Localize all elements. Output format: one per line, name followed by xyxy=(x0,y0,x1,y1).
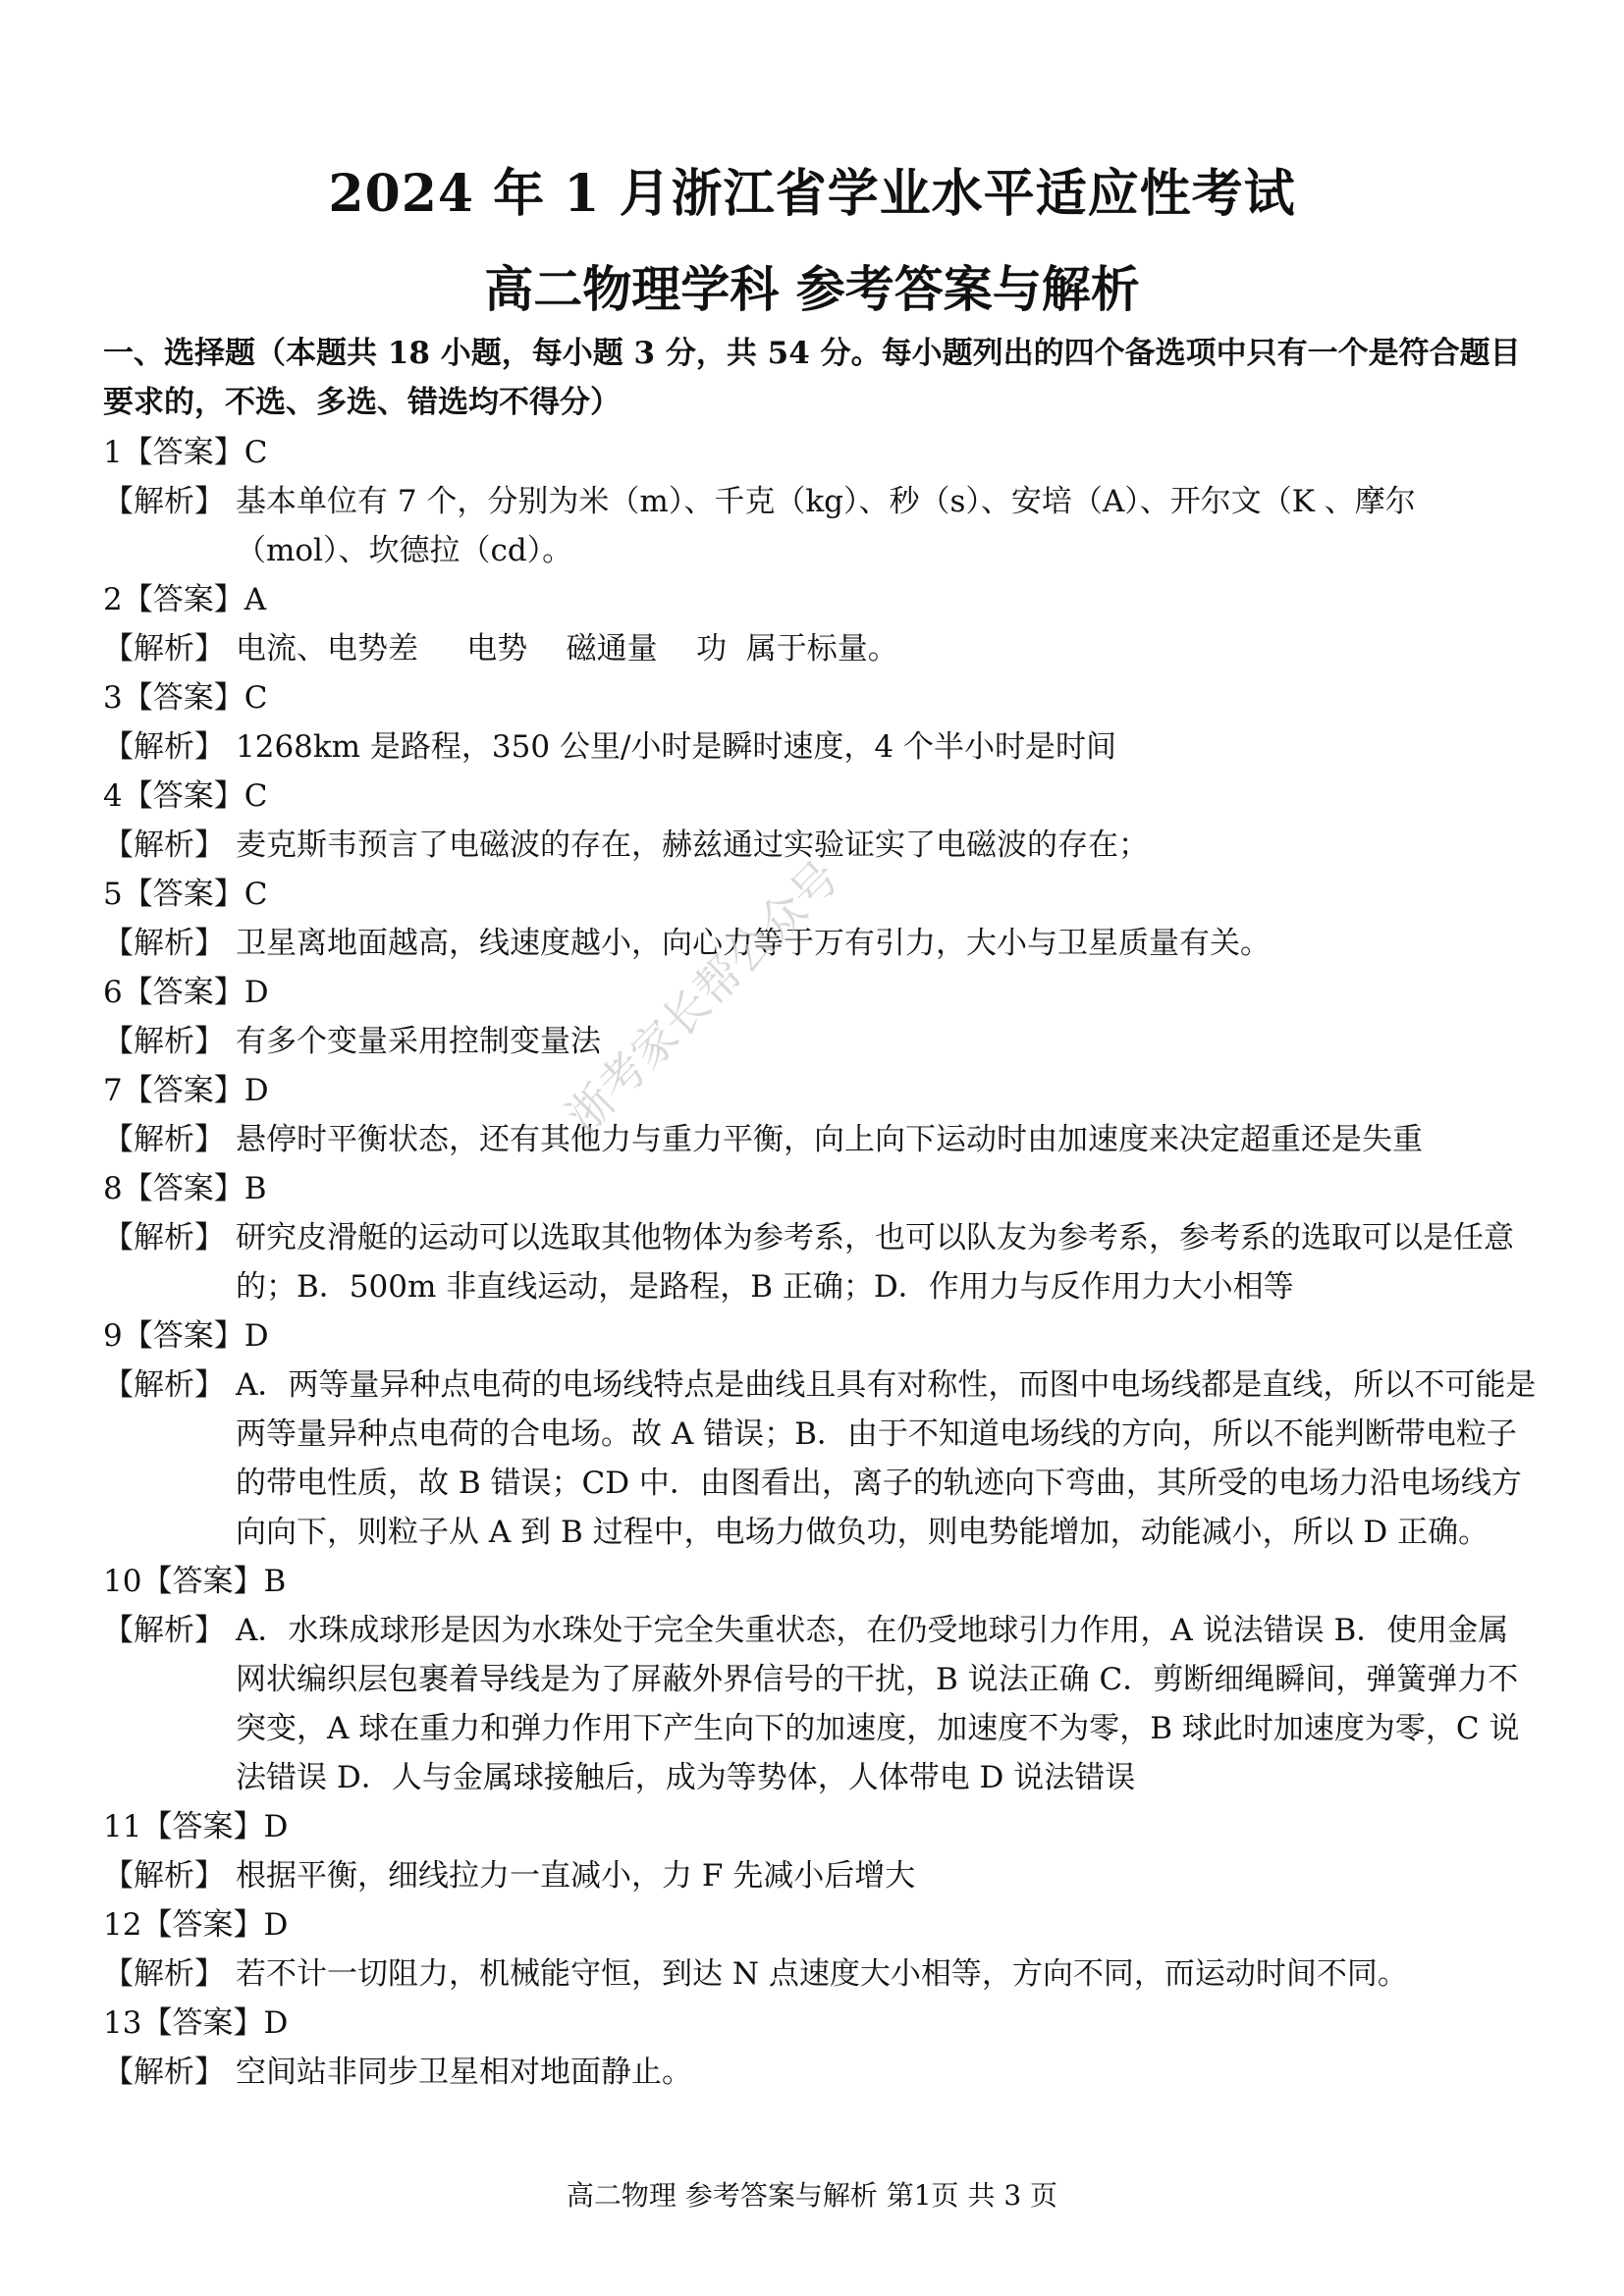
answer-row xyxy=(103,772,1537,821)
answer-row xyxy=(103,1802,1537,1851)
answer-row xyxy=(103,1900,1537,1949)
explanation-label: 【解析】 xyxy=(103,729,225,765)
explanation-row xyxy=(103,1361,1537,1557)
explanation-text: 空间站非同步卫星相对地面静止。 xyxy=(236,2055,692,2090)
answer-label: 【答案】 xyxy=(122,1073,244,1108)
answer-label: 【答案】 xyxy=(122,1171,244,1206)
question-number: 13 xyxy=(103,2005,142,2041)
explanation-row xyxy=(103,1115,1537,1164)
explanation-label: 【解析】 xyxy=(103,926,225,961)
explanation-text: 若不计一切阻力，机械能守恒，到达 N 点速度大小相等，方向不同，而运动时间不同。 xyxy=(236,1956,1408,1992)
explanation-row xyxy=(103,624,1537,673)
answer-value: D xyxy=(263,2005,289,2041)
answer-value: A xyxy=(244,582,267,617)
question-number: 9 xyxy=(103,1318,123,1354)
explanation-label: 【解析】 xyxy=(103,2055,225,2090)
question-number: 1 xyxy=(103,435,123,470)
page-footer: 高二物理 参考答案与解析 第1页 共 3 页 xyxy=(566,2179,1058,2212)
answer-row xyxy=(103,1164,1537,1213)
explanation-text: 麦克斯韦预言了电磁波的存在，赫兹通过实验证实了电磁波的存在； xyxy=(236,828,1149,863)
answer-label: 【答案】 xyxy=(122,582,244,617)
question-number: 5 xyxy=(103,877,123,912)
answer-value: B xyxy=(244,1171,267,1206)
answer-label: 【答案】 xyxy=(122,877,244,912)
explanation-row xyxy=(103,1606,1537,1802)
explanation-row xyxy=(103,1949,1537,1999)
answer-label: 【答案】 xyxy=(122,778,244,814)
answer-value: D xyxy=(244,975,269,1010)
answer-value: C xyxy=(244,680,268,716)
answer-row xyxy=(103,968,1537,1017)
explanation-row xyxy=(103,477,1537,575)
explanation-label: 【解析】 xyxy=(103,1367,225,1403)
page-subtitle: 高二物理学科 参考答案与解析 xyxy=(484,261,1140,318)
answer-row xyxy=(103,575,1537,624)
explanation-text: A．两等量异种点电荷的电场线特点是曲线且具有对称性，而图中电场线都是直线，所以不可能是两等量异种点电荷的合电场。故 A 错误；B．由于不知道电场线的方向，所以不能判断带电粒子的带电性质，故 B 错误；CD 中．由图看出，离子的轨迹向下弯曲，其所受的电场力沿电场线方向向下，则粒子从 A 到 B 过程中，电场力做负功，则电势能增加，动能减小，所以 D 正确。 xyxy=(236,1367,1537,1550)
explanation-label: 【解析】 xyxy=(103,1220,225,1255)
explanation-label: 【解析】 xyxy=(103,1956,225,1992)
answer-label: 【答案】 xyxy=(141,1564,264,1599)
question-number: 4 xyxy=(103,778,123,814)
explanation-label: 【解析】 xyxy=(103,484,225,519)
explanation-label: 【解析】 xyxy=(103,1024,225,1059)
explanation-label: 【解析】 xyxy=(103,631,225,667)
explanation-text: 悬停时平衡状态，还有其他力与重力平衡，向上向下运动时由加速度来决定超重还是失重 xyxy=(236,1122,1423,1157)
answer-value: C xyxy=(244,877,268,912)
explanation-label: 【解析】 xyxy=(103,828,225,863)
explanation-row xyxy=(103,1851,1537,1900)
answer-value: D xyxy=(244,1073,269,1108)
answer-row xyxy=(103,1311,1537,1361)
answer-value: C xyxy=(244,435,268,470)
answer-label: 【答案】 xyxy=(141,2005,264,2041)
answer-row xyxy=(103,428,1537,477)
explanation-row xyxy=(103,919,1537,968)
question-number: 3 xyxy=(103,680,123,716)
explanation-text: 1268km 是路程，350 公里/小时是瞬时速度，4 个半小时是时间 xyxy=(236,729,1116,765)
explanation-label: 【解析】 xyxy=(103,1858,225,1894)
answer-label: 【答案】 xyxy=(122,680,244,716)
explanation-row xyxy=(103,722,1537,772)
answer-label: 【答案】 xyxy=(141,1907,264,1943)
answer-row xyxy=(103,1999,1537,2048)
answer-value: D xyxy=(263,1907,289,1943)
explanation-row xyxy=(103,1017,1537,1066)
question-number: 6 xyxy=(103,975,123,1010)
question-number: 11 xyxy=(103,1809,142,1844)
answer-value: D xyxy=(263,1809,289,1844)
question-number: 2 xyxy=(103,582,123,617)
explanation-text: 研究皮滑艇的运动可以选取其他物体为参考系，也可以队友为参考系，参考系的选取可以是任意的；B．500m 非直线运动，是路程，B 正确；D．作用力与反作用力大小相等 xyxy=(236,1220,1514,1305)
watermark-text: 浙考家长帮公众号 xyxy=(556,850,849,1144)
question-number: 7 xyxy=(103,1073,123,1108)
answer-row xyxy=(103,1557,1537,1606)
answer-value: C xyxy=(244,778,268,814)
answer-label: 【答案】 xyxy=(122,435,244,470)
section-heading: 一、选择题（本题共 18 小题，每小题 3 分，共 54 分。每小题列出的四个备选项中只有一个是符合题目要求的，不选、多选、错选均不得分） xyxy=(103,336,1521,420)
explanation-text: 基本单位有 7 个，分别为米（m）、千克（kg）、秒（s）、安培（A）、开尔文（K 、摩尔（mol）、坎德拉（cd）。 xyxy=(236,484,1416,568)
explanation-text: 电流、电势差 电势 磁通量 功 属于标量。 xyxy=(236,631,898,667)
explanation-label: 【解析】 xyxy=(103,1122,225,1157)
answer-label: 【答案】 xyxy=(122,1318,244,1354)
answer-list xyxy=(103,428,1537,2097)
answer-value: D xyxy=(244,1318,269,1354)
explanation-text: 根据平衡，细线拉力一直减小，力 F 先减小后增大 xyxy=(236,1858,916,1894)
answer-label: 【答案】 xyxy=(122,975,244,1010)
explanation-text: 卫星离地面越高，线速度越小，向心力等于万有引力，大小与卫星质量有关。 xyxy=(236,926,1271,961)
answer-label: 【答案】 xyxy=(141,1809,264,1844)
explanation-text: A．水珠成球形是因为水珠处于完全失重状态，在仍受地球引力作用，A 说法错误 B．使用金属网状编织层包裹着导线是为了屏蔽外界信号的干扰，B 说法正确 C．剪断细绳瞬间，弹簧弹力不突变，A 球在重力和弹力作用下产生向下的加速度，加速度不为零，B 球此时加速度为零，C 说法错误 D．人与金属球接触后，成为等势体，人体带电 D 说法错误 xyxy=(236,1613,1520,1795)
explanation-row xyxy=(103,1213,1537,1311)
question-number: 12 xyxy=(103,1907,142,1943)
page-title: 2024 年 1 月浙江省学业水平适应性考试 xyxy=(328,164,1296,224)
explanation-row xyxy=(103,2048,1537,2097)
explanation-label: 【解析】 xyxy=(103,1613,225,1648)
answer-value: B xyxy=(263,1564,287,1599)
question-number: 10 xyxy=(103,1564,142,1599)
answer-row xyxy=(103,673,1537,722)
explanation-text: 有多个变量采用控制变量法 xyxy=(236,1024,601,1059)
answer-row xyxy=(103,1066,1537,1115)
question-number: 8 xyxy=(103,1171,123,1206)
